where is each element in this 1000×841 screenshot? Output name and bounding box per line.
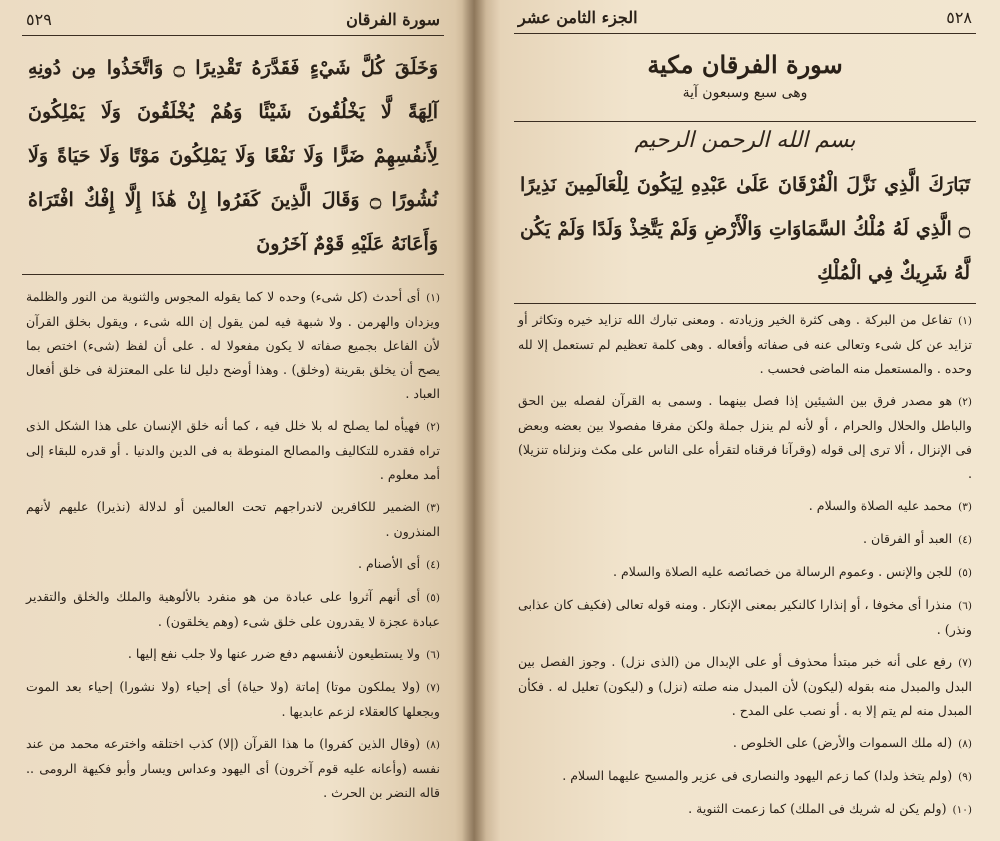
left-running-head (22, 8, 444, 36)
footnote: (٤)العبد أو الفرقان . (862, 531, 972, 546)
footnote: (٦)ولا يستطيعون لأنفسهم دفع ضرر عنها ولا جلب نفع إليها . (127, 646, 440, 661)
footnote: (٣)الضمير للكافرين لاندراجهم تحت العالمين أو لدلالة (نذيرا) عليهم لأنهم المنذرون . (26, 499, 440, 539)
surah-subtitle: وهى سبع وسبعون آية (682, 85, 808, 101)
left-quran-text: وَخَلَقَ كُلَّ شَيْءٍ فَقَدَّرَهُ تَقْدِيرًا ۝ وَاتَّخَذُوا مِن دُونِهِ آلِهَةً لَّا يَخْلُقُونَ شَيْئًا وَهُمْ يُخْلَقُونَ وَلَا يَمْلِكُونَ لِأَنفُسِهِمْ ضَرًّا وَلَا نَفْعًا وَلَا يَمْلِكُونَ مَوْتًا وَلَا حَيَاةً وَلَا نُشُورًا ۝ وَقَالَ الَّذِينَ كَفَرُوا إِنْ هَٰذَا إِلَّا إِفْكٌ افْتَرَاهُ وَأَعَانَهُ عَلَيْهِ قَوْمٌ آخَرُونَ (28, 57, 439, 255)
footnote: (١)أى أحدث (كل شىء) وحده لا كما يقوله المجوس والثنوية من النور والظلمة ويزدان والهرمن . ولا شبهة فيه لمن يقول إن الله شىء ، ويقول بخلق القرآن لأن الفاعل بجميع صفاته لا يكون مفعولا له . على أن لفظ (شىء) اختص بما يصح أن يخلق بقرينة (وخلق) . وهذا أوضح دليل لنا على المعتزلة فى خلق أفعال العباد . (26, 289, 440, 401)
right-running-head (514, 6, 976, 34)
footnote: (١)تفاعل من البركة . وهى كثرة الخير وزيادته . ومعنى تبارك الله تزايد خيره وتكاثر أو تزايد عن كل شىء وتعالى عنه فى صفاته وأفعاله . وهى كلمة تعظيم لم تستعمل إلا لله وحده . والمستعمل منه الماضى فحسب . (518, 312, 972, 376)
footnote: (٦)منذرا أى مخوفا ، أو إنذارا كالنكير بمعنى الإنكار . ومنه قوله تعالى (فكيف كان عذابى ونذر) . (518, 597, 972, 637)
footnote: (٣)محمد عليه الصلاة والسلام . (808, 498, 972, 513)
footnote: (٨)(وقال الذين كفروا) ما هذا القرآن (إلا) كذب اختلقه واخترعه محمد من عند نفسه (وأعانه عليه قوم آخرون) أى اليهود وعداس ويسار وأبو فكيهة الرومى .. قاله النضر بن الحرث . (26, 736, 440, 800)
right-page (474, 0, 1000, 841)
footnote: (٢)هو مصدر فرق بين الشيئين إذا فصل بينهما . وسمى به القرآن لفصله بين الحق والباطل والحلال والحرام ، أو لأنه لم ينزل جملة ولكن مفرقا مفصولا بين بعضه وبعض فى الإنزال ، ألا ترى إلى قوله (وقرآنا فرقناه لتقرأه على الناس على مكث ونزلناه تنزيلا) . (518, 393, 972, 481)
right-page-number: ٥٢٨ (946, 8, 972, 27)
left-footnotes (22, 275, 444, 805)
footnote: (٧)(ولا يملكون موتا) إماتة (ولا حياة) أى إحياء (ولا نشورا) إحياء بعد الموت وبجعلها كالعقلاء لزعم عابديها . (26, 679, 440, 719)
footnote: (٥)أى أنهم آثروا على عبادة من هو منفرد بالألوهية والملك والخلق والتقدير عبادة عجزة لا يقدرون على خلق شىء (وهم يخلقون) . (26, 589, 440, 629)
footnote: (٤)أى الأصنام . (357, 556, 440, 571)
surah-title: سورة الفرقان مكية (647, 50, 843, 79)
right-quran-text: تَبَارَكَ الَّذِي نَزَّلَ الْفُرْقَانَ عَلَىٰ عَبْدِهِ لِيَكُونَ لِلْعَالَمِينَ نَذِيرًا ۝ الَّذِي لَهُ مُلْكُ السَّمَاوَاتِ وَالْأَرْضِ وَلَمْ يَتَّخِذْ وَلَدًا وَلَمْ يَكُن لَّهُ شَرِيكٌ فِي الْمُلْكِ (520, 174, 970, 284)
footnote: (٧)رفع على أنه خبر مبتدأ محذوف أو على الإبدال من (الذى نزل) . وجوز الفصل بين البدل والمبدل منه بقوله (ليكون) لأن المبدل منه صلته (نزل) و (ليكون) تعليل له . فكأن المبدل منه لم يتم إلا به . أو نصب على المدح . (518, 654, 972, 718)
footnote: (١٠)(ولم يكن له شريك فى الملك) كما زعمت الثنوية . (688, 801, 972, 816)
left-page (0, 0, 474, 841)
left-page-number: ٥٢٩ (26, 10, 52, 29)
footnote: (٢)فهيأه لما يصلح له بلا خلل فيه ، كما أنه خلق الإنسان على هذا الشكل الذى تراه فقدره للتكاليف والمصالح المنوطة به فى الدين والدنيا . أو قدره للبقاء إلى أمد معلوم . (26, 418, 440, 482)
right-footnotes (514, 304, 976, 822)
right-header-title: الجزء الثامن عشر (518, 8, 638, 27)
footnote: (٩)(ولم يتخذ ولدا) كما زعم اليهود والنصارى فى عزير والمسيح عليهما السلام . (562, 768, 972, 783)
basmala: بسم الله الرحمن الرحيم (634, 128, 856, 153)
left-header-title: سورة الفرقان (346, 10, 440, 29)
footnote: (٥)للجن والإنس . وعموم الرسالة من خصائصه عليه الصلاة والسلام . (612, 564, 972, 579)
footnote: (٨)(له ملك السموات والأرض) على الخلوص . (732, 735, 972, 750)
